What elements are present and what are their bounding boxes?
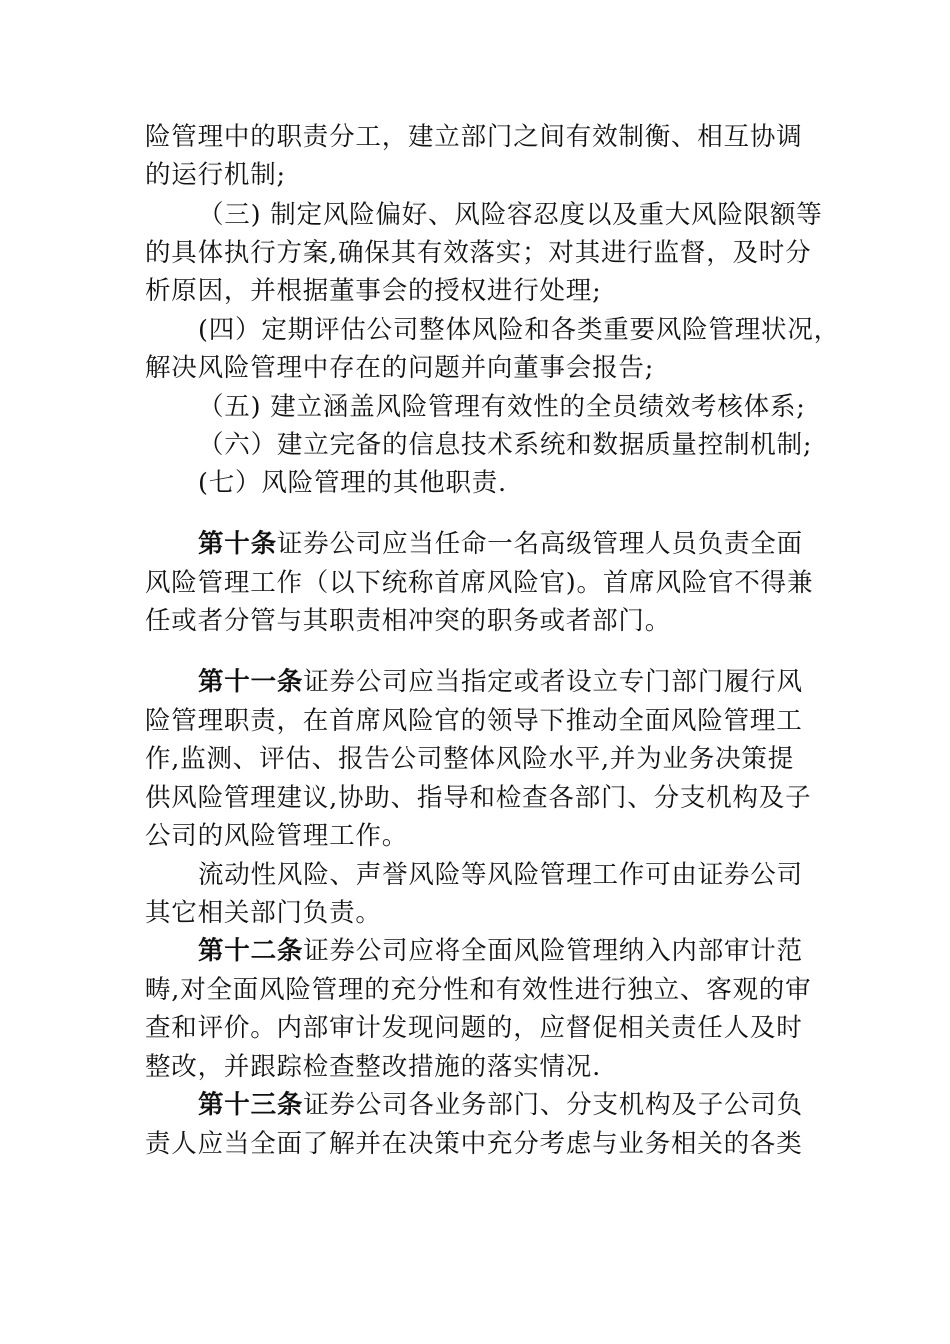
- text-line: 公司的风险管理工作。: [145, 821, 409, 851]
- text-line: 的具体执行方案,确保其有效落实；对其进行监督，及时分: [145, 238, 812, 268]
- article-10-heading: 第十条: [198, 529, 277, 559]
- text-line: 的运行机制;: [145, 160, 286, 190]
- article-13-line: [198, 1086, 803, 1124]
- article-12-text: 证券公司应将全面风险管理纳入内部审计范: [303, 936, 803, 966]
- text-line: 查和评价。内部审计发现问题的，应督促相关责任人及时: [145, 1013, 803, 1043]
- text-line: 险管理职责，在首席风险官的领导下推动全面风险管理工: [145, 706, 803, 736]
- article-13-heading: 第十三条: [198, 1090, 304, 1120]
- article-13-text: 证券公司各业务部门、分支机构及子公司负: [303, 1090, 803, 1120]
- article-10-text: 证券公司应当任命一名高级管理人员负责全面: [276, 529, 803, 559]
- text-line: 畴,对全面风险管理的充分性和有效性进行独立、客观的审: [145, 975, 812, 1005]
- list-item-3: （三) 制定风险偏好、风险容忍度以及重大风险限额等: [198, 200, 823, 230]
- text-line: 供风险管理建议,协助、指导和检查各部门、分支机构及子: [145, 783, 812, 813]
- text-line: 任或者分管与其职责相冲突的职务或者部门。: [145, 606, 672, 636]
- text-line: 析原因，并根据董事会的授权进行处理;: [145, 276, 602, 306]
- text-line: 流动性风险、声誉风险等风险管理工作可由证券公司: [198, 860, 803, 890]
- article-11-heading: 第十一条: [198, 667, 304, 697]
- text-line: 作,监测、评估、报告公司整体风险水平,并为业务决策提: [145, 744, 795, 774]
- text-line: 整改，并跟踪检查整改措施的落实情况.: [145, 1052, 602, 1082]
- article-12-line: [198, 932, 803, 970]
- article-11-line: [198, 663, 803, 701]
- text-line: 险管理中的职责分工，建立部门之间有效制衡、相互协调: [145, 122, 803, 152]
- article-12-heading: 第十二条: [198, 936, 304, 966]
- article-10-line: [198, 525, 803, 563]
- article-11-text: 证券公司应当指定或者设立专门部门履行风: [303, 667, 803, 697]
- text-line: 风险管理工作（以下统称首席风险官)。首席风险官不得兼: [145, 568, 814, 598]
- list-item-4: (四）定期评估公司整体风险和各类重要风险管理状况，: [198, 315, 840, 345]
- list-item-5: （五) 建立涵盖风险管理有效性的全员绩效考核体系;: [198, 392, 806, 422]
- list-item-6: （六）建立完备的信息技术系统和数据质量控制机制;: [198, 430, 813, 460]
- text-line: 解决风险管理中存在的问题并向董事会报告;: [145, 353, 655, 383]
- list-item-7: (七）风险管理的其他职责.: [198, 468, 507, 498]
- text-line: 其它相关部门负责。: [145, 898, 382, 928]
- text-line: 责人应当全面了解并在决策中充分考虑与业务相关的各类: [145, 1129, 803, 1159]
